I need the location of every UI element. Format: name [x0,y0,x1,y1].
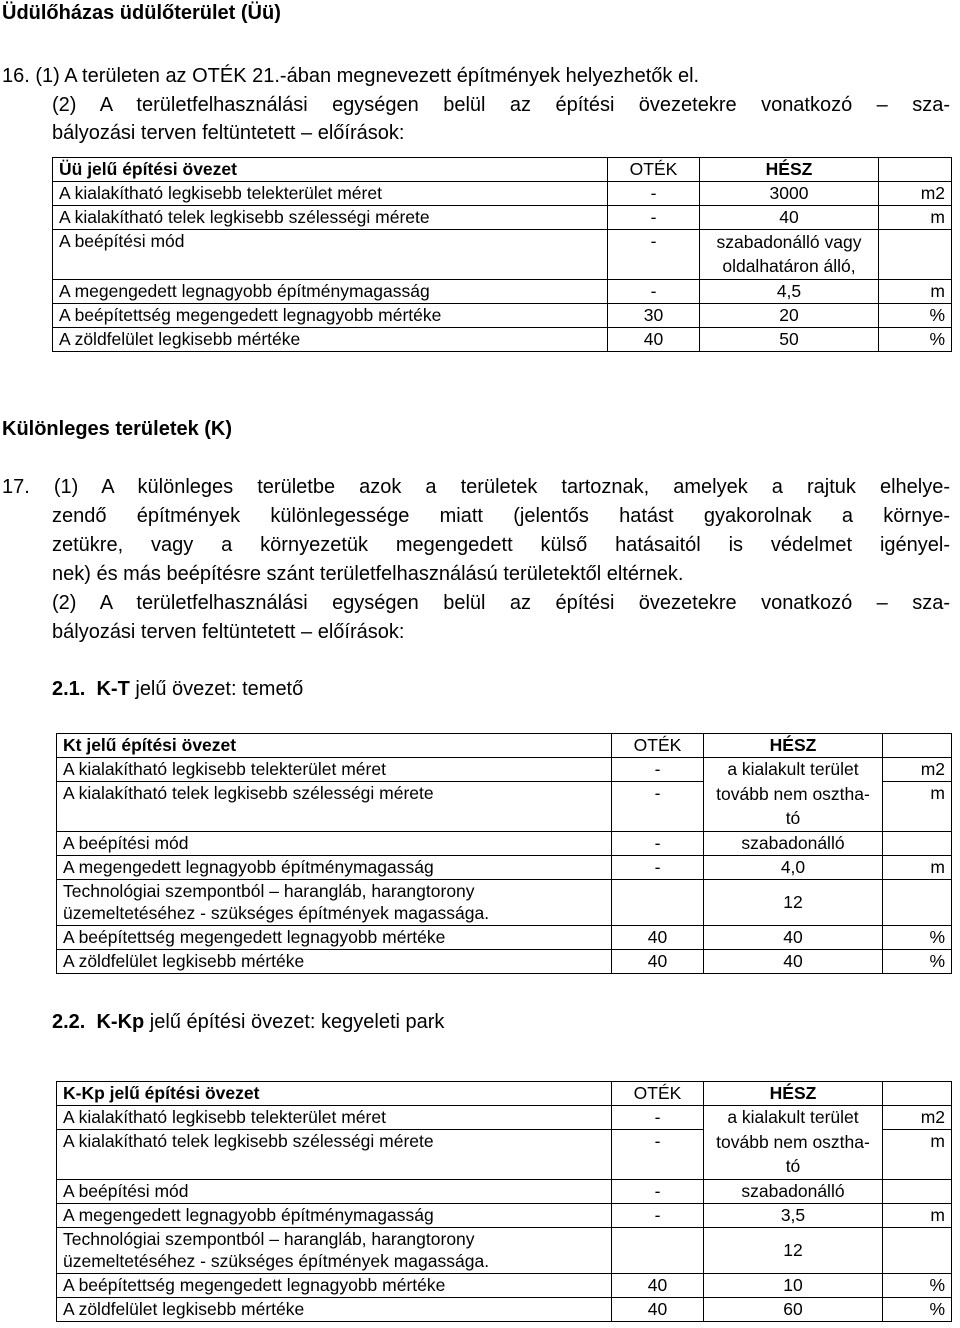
table-row [57,925,952,949]
table-cell-hesz: 3000 [700,182,879,206]
table-row [53,328,952,352]
table-cell-otek: - [608,280,700,304]
table-cell-label: A zöldfelület legkisebb mértéke [57,1297,612,1321]
table-cell-hesz: 3,5 [704,1203,883,1227]
table-cell-unit [883,879,952,925]
regulation-table-uu [52,157,952,352]
table-cell-otek: - [608,182,700,206]
table-row [57,831,952,855]
table-header-hesz: HÉSZ [704,1082,883,1106]
table-cell-unit [879,230,952,280]
table-cell-label: A megengedett legnagyobb építménymagasság [57,1203,612,1227]
table-header-hesz: HÉSZ [700,158,879,182]
table-header-otek: OTÉK [612,1082,704,1106]
table-cell-label: A beépítettség megengedett legnagyobb mértéke [53,304,608,328]
table-cell-label: A megengedett legnagyobb építménymagasság [57,855,612,879]
table-header-otek: OTÉK [612,734,704,758]
table-row [57,1179,952,1203]
subsection-code: K-Kp [96,1011,145,1033]
table-cell-otek: - [608,206,700,230]
table-cell-otek: 30 [608,304,700,328]
table-cell-unit: m2 [879,182,952,206]
table-cell-unit: m2 [883,758,952,782]
table-cell-label: A kialakítható telek legkisebb szélességi mérete [57,1130,612,1180]
table-cell-unit [883,1179,952,1203]
table-row [57,855,952,879]
table-cell-otek: - [612,831,704,855]
table-row [53,206,952,230]
table-row [57,1203,952,1227]
paragraph-16-1: 16. (1) A területen az OTÉK 21.-ában megnevezett építmények helyezhetők el. [2,65,700,87]
table-row [57,879,952,925]
table-row [53,304,952,328]
table-cell-hesz: 60 [704,1297,883,1321]
table-cell-otek: 40 [612,949,704,973]
paragraph-16-2-line1: (2) A területfelhasználási egységen belül az építési övezetekre vonatkozó – sza- [52,94,950,116]
paragraph-17-line2: zendő építmények különlegessége miatt (jelentős hatást gyakorolnak a környe- [52,505,950,527]
table-cell-hesz: 20 [700,304,879,328]
table-cell-hesz: 40 [700,206,879,230]
table-cell-label: A megengedett legnagyobb építménymagasság [53,280,608,304]
table-cell-label: A kialakítható telek legkisebb szélességi mérete [53,206,608,230]
table-cell-hesz: szabadonálló vagy oldalhatáron álló, [700,230,879,280]
table-row [53,280,952,304]
table-cell-unit: % [883,925,952,949]
table-cell-hesz: a kialakult terület [704,1106,883,1130]
table-cell-hesz: 4,5 [700,280,879,304]
table-cell-unit: % [879,304,952,328]
table-cell-otek: - [612,758,704,782]
table-header-zone: Kt jelű építési övezet [57,734,612,758]
table-cell-otek: 40 [612,1297,704,1321]
table-header-otek: OTÉK [608,158,700,182]
table-cell-unit: m [883,1130,952,1180]
table-cell-otek: 40 [612,1273,704,1297]
table-cell-otek: - [612,1203,704,1227]
table-cell-label: A beépítési mód [57,1179,612,1203]
table-cell-label: A kialakítható legkisebb telekterület méret [57,758,612,782]
table-cell-otek: - [612,782,704,832]
table-cell-otek [612,1227,704,1273]
paragraph-17-line1: 17. (1) A különleges területbe azok a területek tartoznak, amelyek a rajtuk elhelye- [2,476,950,498]
table-cell-label: A beépítési mód [57,831,612,855]
paragraph-17-line3: zetükre, vagy a környezetük megengedett külső hatásaitól is védelmet igényel- [52,534,950,556]
subsection-code: K-T [96,678,130,700]
subsection-heading-kkp [52,1008,444,1037]
table-cell-otek: 40 [612,925,704,949]
table-cell-otek: - [612,1179,704,1203]
table-cell-hesz: 40 [704,925,883,949]
table-cell-otek: - [612,1106,704,1130]
table-cell-label: A kialakítható telek legkisebb szélességi mérete [57,782,612,832]
table-header-row [57,734,952,758]
table-row [57,782,952,832]
table-cell-unit [883,1227,952,1273]
table-cell-unit: m [879,280,952,304]
table-cell-hesz: tovább nem osztha-tó [704,1130,883,1180]
section-heading-k: Különleges területek (K) [2,418,233,440]
regulation-table-kkp [56,1081,952,1322]
table-cell-label: A beépítettség megengedett legnagyobb mértéke [57,925,612,949]
table-cell-unit [883,831,952,855]
table-header-unit [879,158,952,182]
table-cell-unit: m [883,782,952,832]
subsection-heading-kt [52,675,303,704]
table-cell-otek: 40 [608,328,700,352]
table-cell-unit: m2 [883,1106,952,1130]
table-cell-label: A kialakítható legkisebb telekterület méret [53,182,608,206]
table-row [57,758,952,782]
table-header-zone: Üü jelű építési övezet [53,158,608,182]
table-header-unit [883,734,952,758]
table-cell-label: A zöldfelület legkisebb mértéke [57,949,612,973]
table-header-zone: K-Kp jelű építési övezet [57,1082,612,1106]
table-cell-otek: - [608,230,700,280]
table-cell-otek [612,879,704,925]
table-cell-unit: m [883,855,952,879]
table-cell-hesz: szabadonálló [704,1179,883,1203]
table-cell-hesz: szabadonálló [704,831,883,855]
table-cell-hesz: 10 [704,1273,883,1297]
subsection-title: jelű övezet: temető [129,678,304,700]
table-cell-unit: % [883,1273,952,1297]
table-cell-label: Technológiai szempontból – harangláb, harangtorony üzemeltetéséhez - szükséges építmények magassága. [57,879,612,925]
table-cell-hesz: 50 [700,328,879,352]
table-cell-unit: m [883,1203,952,1227]
table-row [53,230,952,280]
paragraph-17-2-line2: bályozási terven feltüntetett – előírások: [52,621,405,643]
paragraph-16-2-line2: bályozási terven feltüntetett – előírások: [52,122,405,144]
table-cell-label: A beépítési mód [53,230,608,280]
table-cell-unit: m [879,206,952,230]
table-cell-label: A zöldfelület legkisebb mértéke [53,328,608,352]
table-row [57,1273,952,1297]
table-cell-otek: - [612,1130,704,1180]
section-heading-uu: Üdülőházas üdülőterület (Üü) [2,2,281,24]
table-cell-hesz: a kialakult terület [704,758,883,782]
paragraph-17-line4: nek) és más beépítésre szánt területfelhasználású területektől eltérnek. [52,563,684,585]
paragraph-17-2-line1: (2) A területfelhasználási egységen belül az építési övezetekre vonatkozó – sza- [52,592,950,614]
table-cell-label: A kialakítható legkisebb telekterület méret [57,1106,612,1130]
table-cell-hesz: 40 [704,949,883,973]
table-row [57,1297,952,1321]
table-row [57,1227,952,1273]
table-cell-hesz: 12 [704,879,883,925]
table-cell-hesz: tovább nem osztha-tó [704,782,883,832]
table-header-row [57,1082,952,1106]
table-row [57,949,952,973]
table-row [57,1130,952,1180]
table-header-hesz: HÉSZ [704,734,883,758]
subsection-number: 2.1. [52,678,86,700]
table-row [57,1106,952,1130]
table-row [53,182,952,206]
table-cell-hesz: 4,0 [704,855,883,879]
table-cell-unit: % [879,328,952,352]
table-header-unit [883,1082,952,1106]
table-cell-otek: - [612,855,704,879]
table-header-row [53,158,952,182]
table-cell-label: A beépítettség megengedett legnagyobb mértéke [57,1273,612,1297]
regulation-table-kt [56,733,952,974]
table-cell-label: Technológiai szempontból – harangláb, harangtorony üzemeltetéséhez - szükséges építmények magassága. [57,1227,612,1273]
table-cell-unit: % [883,1297,952,1321]
subsection-title: jelű építési övezet: kegyeleti park [144,1011,445,1033]
table-cell-unit: % [883,949,952,973]
subsection-number: 2.2. [52,1011,86,1033]
table-cell-hesz: 12 [704,1227,883,1273]
